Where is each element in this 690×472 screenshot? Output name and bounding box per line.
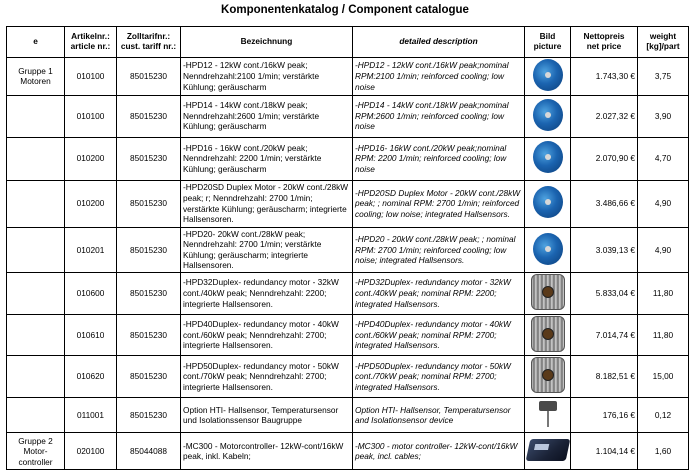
description-cell: -HPD50Duplex- redundancy motor - 50kW cont./70kW peak; nominal RPM: 2700; integrated Hallsensors. [353, 356, 525, 398]
weight-cell: 15,00 [638, 356, 689, 398]
price-cell: 3.486,66 € [571, 180, 638, 227]
group-cell [7, 95, 65, 137]
description-cell: -HPD16- 16kW cont./20kW peak;nominal RPM: 2200 1/min; reinforced cooling; low noise [353, 137, 525, 180]
bezeichnung-cell: -HPD50Duplex- redundancy motor - 50kW cont./70kW peak; Nenndrehzahl: 2700; integrierte Hallsensoren. [181, 356, 353, 398]
article-nr-cell: 010100 [65, 95, 117, 137]
group-cell [7, 180, 65, 227]
tariff-nr-cell: 85015230 [117, 137, 181, 180]
article-nr-cell: 010600 [65, 273, 117, 315]
weight-cell: 4,90 [638, 227, 689, 272]
header-picture: Bild picture [525, 27, 571, 58]
picture-cell [525, 314, 571, 356]
weight-cell: 11,80 [638, 314, 689, 356]
price-cell: 7.014,74 € [571, 314, 638, 356]
article-nr-cell: 010100 [65, 58, 117, 96]
picture-cell [525, 273, 571, 315]
price-cell: 8.182,51 € [571, 356, 638, 398]
price-cell: 2.027,32 € [571, 95, 638, 137]
motor-silver-icon [531, 357, 565, 393]
tariff-nr-cell: 85015230 [117, 95, 181, 137]
picture-cell [525, 58, 571, 96]
group-cell [7, 227, 65, 272]
weight-cell: 4,70 [638, 137, 689, 180]
group-cell [7, 314, 65, 356]
article-nr-cell: 010610 [65, 314, 117, 356]
weight-cell: 1,60 [638, 433, 689, 470]
header-group: e [7, 27, 65, 58]
header-tariff-nr: Zolltarifnr.: cust. tariff nr.: [117, 27, 181, 58]
price-cell: 2.070,90 € [571, 137, 638, 180]
group-cell [7, 273, 65, 315]
header-description: detailed description [353, 27, 525, 58]
tariff-nr-cell: 85015230 [117, 314, 181, 356]
picture-cell [525, 227, 571, 272]
table-row [7, 227, 689, 272]
article-nr-cell: 010200 [65, 137, 117, 180]
weight-cell: 3,90 [638, 95, 689, 137]
picture-cell [525, 180, 571, 227]
bezeichnung-cell: -HPD20- 20kW cont./28kW peak; Nenndrehzahl: 2700 1/min; verstärkte Kühlung; geräuscharm; integrierte Hallsensoren. [181, 227, 353, 272]
motor-silver-icon [531, 274, 565, 310]
tariff-nr-cell: 85044088 [117, 433, 181, 470]
tariff-nr-cell: 85015230 [117, 397, 181, 433]
sensor-icon [536, 399, 560, 429]
weight-cell: 11,80 [638, 273, 689, 315]
group-cell [7, 356, 65, 398]
table-row [7, 137, 689, 180]
price-cell: 176,16 € [571, 397, 638, 433]
article-nr-cell: 020100 [65, 433, 117, 470]
description-cell: -HPD12 - 12kW cont./16kW peak;nominal RPM:2100 1/min; reinforced cooling; low noise [353, 58, 525, 96]
description-cell: -HPD20SD Duplex Motor - 20kW cont./28kW peak; ; nominal RPM: 2700 1/min; reinforced cooling; low noise; integrated Hallsensors. [353, 180, 525, 227]
motor-blue-icon [533, 141, 563, 173]
price-cell: 3.039,13 € [571, 227, 638, 272]
table-row [7, 433, 689, 470]
motor-blue-icon [533, 186, 563, 218]
description-cell: -HPD14 - 14kW cont./18kW peak;nominal RPM:2600 1/min; reinforced cooling; low noise [353, 95, 525, 137]
table-row [7, 397, 689, 433]
bezeichnung-cell: -HPD14 - 14kW cont./18kW peak; Nenndrehzahl:2600 1/min; verstärkte Kühlung; geräuscharm [181, 95, 353, 137]
table-row [7, 314, 689, 356]
bezeichnung-cell: -HPD40Duplex- redundancy motor - 40kW cont./60kW peak; Nenndrehzahl: 2700; integrierte Hallsensoren. [181, 314, 353, 356]
table-row [7, 180, 689, 227]
picture-cell [525, 137, 571, 180]
tariff-nr-cell: 85015230 [117, 273, 181, 315]
header-weight: weight [kg]/part [638, 27, 689, 58]
table-row [7, 273, 689, 315]
bezeichnung-cell: Option HTI- Hallsensor, Temperatursensor und Isolationssensor Baugruppe [181, 397, 353, 433]
motor-blue-icon [533, 59, 563, 91]
bezeichnung-cell: -MC300 - Motorcontroller- 12kW-cont/16kW peak, inkl. Kabeln; [181, 433, 353, 470]
article-nr-cell: 010201 [65, 227, 117, 272]
table-row [7, 58, 689, 96]
description-cell: -HPD32Duplex- redundancy motor - 32kW cont./40kW peak; nominal RPM: 2200; integrated Hallsensors. [353, 273, 525, 315]
header-bezeichnung: Bezeichnung [181, 27, 353, 58]
picture-cell [525, 95, 571, 137]
weight-cell: 4,90 [638, 180, 689, 227]
description-cell: -MC300 - motor controller- 12kW-cont/16kW peak, incl. cables; [353, 433, 525, 470]
picture-cell [525, 356, 571, 398]
weight-cell: 0,12 [638, 397, 689, 433]
description-cell: Option HTI- Hallsensor, Temperatursensor and Isolationsensor device [353, 397, 525, 433]
header-net-price: Nettopreis net price [571, 27, 638, 58]
group-cell: Gruppe 1 Motoren [7, 58, 65, 96]
bezeichnung-cell: -HPD12 - 12kW cont./16kW peak; Nenndrehzahl:2100 1/min; verstärkte Kühlung; geräuscharm [181, 58, 353, 96]
header-row [7, 27, 689, 58]
table-row [7, 356, 689, 398]
motor-blue-icon [533, 233, 563, 265]
group-cell [7, 137, 65, 180]
price-cell: 1.104,14 € [571, 433, 638, 470]
article-nr-cell: 010200 [65, 180, 117, 227]
picture-cell [525, 433, 571, 470]
tariff-nr-cell: 85015230 [117, 227, 181, 272]
article-nr-cell: 011001 [65, 397, 117, 433]
motor-blue-icon [533, 99, 563, 131]
tariff-nr-cell: 85015230 [117, 356, 181, 398]
group-cell: Gruppe 2 Motor- controller [7, 433, 65, 470]
picture-cell [525, 397, 571, 433]
bezeichnung-cell: -HPD20SD Duplex Motor - 20kW cont./28kW peak; r; Nenndrehzahl: 2700 1/min; verstärkte Kühlung; geräuscharm; integrierte Hallsensoren. [181, 180, 353, 227]
header-article-nr: Artikelnr.: article nr.: [65, 27, 117, 58]
description-cell: -HPD40Duplex- redundancy motor - 40kW cont./60kW peak; nominal RPM: 2700; integrated Hallsensors. [353, 314, 525, 356]
table-row [7, 95, 689, 137]
bezeichnung-cell: -HPD16 - 16kW cont./20kW peak; Nenndrehzahl: 2200 1/min; verstärkte Kühlung; geräuscharm [181, 137, 353, 180]
group-cell [7, 397, 65, 433]
article-nr-cell: 010620 [65, 356, 117, 398]
tariff-nr-cell: 85015230 [117, 180, 181, 227]
price-cell: 1.743,30 € [571, 58, 638, 96]
catalog-title: Komponentenkatalog / Component catalogue [221, 4, 469, 16]
bezeichnung-cell: -HPD32Duplex- redundancy motor - 32kW cont./40kW peak; Nenndrehzahl: 2200; integrierte Hallsensoren. [181, 273, 353, 315]
tariff-nr-cell: 85015230 [117, 58, 181, 96]
motor-silver-icon [531, 316, 565, 352]
weight-cell: 3,75 [638, 58, 689, 96]
component-table [6, 26, 689, 470]
controller-icon [525, 439, 570, 461]
description-cell: -HPD20 - 20kW cont./28kW peak; ; nominal RPM: 2700 1/min; reinforced cooling; low noise; integrated Hallsensors. [353, 227, 525, 272]
price-cell: 5.833,04 € [571, 273, 638, 315]
